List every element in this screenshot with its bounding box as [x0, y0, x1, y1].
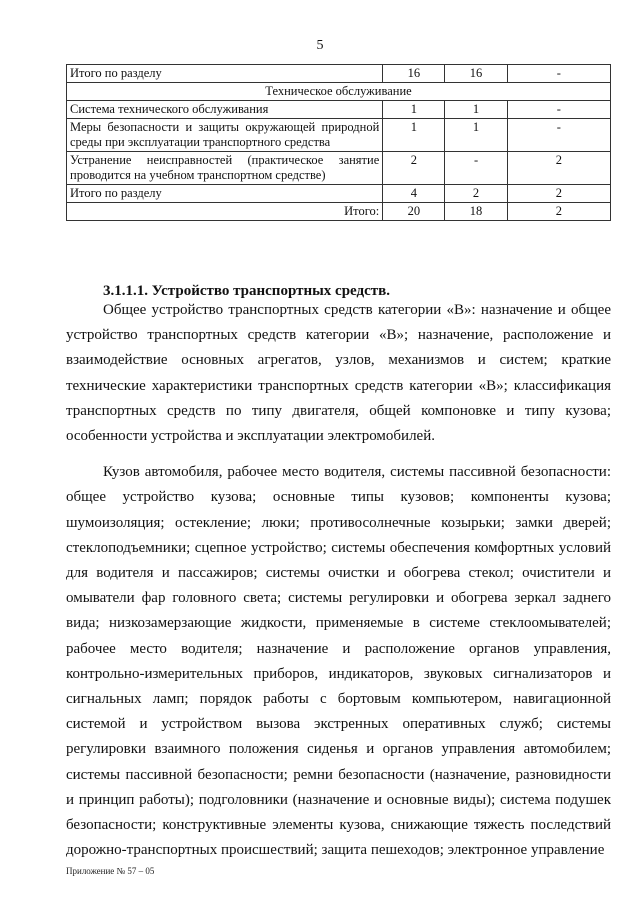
practice-hours-cell: - — [507, 101, 610, 119]
table-row — [67, 152, 611, 185]
topic-cell: Итого по разделу — [67, 185, 383, 203]
theory-hours-cell: 2 — [445, 185, 507, 203]
section-title-cell: Техническое обслуживание — [67, 83, 611, 101]
table-row — [67, 65, 611, 83]
topic-cell: Система технического обслуживания — [67, 101, 383, 119]
paragraph-body-and-safety: Кузов автомобиля, рабочее место водителя, системы пассивной безопасности: общее устройство кузова; основные типы кузовов; компоненты кузова; шумоизоляция; остекление; люки; противосолнечные козырьки; замки дверей; стеклоподъемники; сцепное устройство; системы обеспечения комфортных условий для водителя и пассажиров; системы очистки и обогрева стекол; очистители и омыватели фар головного света; системы регулировки и обогрева зеркал заднего вида; низкозамерзающие жидкости, применяемые в системе стеклоомывателей; рабочее место водителя; назначение и расположение органов управления, контрольно-измерительных приборов, индикаторов, звуковых сигнализаторов и сигнальных ламп; порядок работы с бортовым компьютером, навигационной системой и устройством вызова экстренных оперативных служб; системы регулировки взаимного положения сиденья и органов управления автомобилем; системы пассивной безопасности; ремни безопасности (назначение, разновидности и принцип работы); подголовники (назначение и основные виды); система подушек безопасности; конструктивные элементы кузова, снижающие тяжесть последствий дорожно-транспортных происшествий; защита пешеходов; электронное управление — [66, 464, 611, 859]
theory-hours-cell: 1 — [445, 119, 507, 152]
total-hours-cell: 16 — [383, 65, 445, 83]
total-hours-cell: 4 — [383, 185, 445, 203]
table-row — [67, 185, 611, 203]
practice-hours-cell: - — [507, 119, 610, 152]
practice-hours-cell: - — [507, 65, 610, 83]
paragraph-general-design: Общее устройство транспортных средств категории «В»: назначение и общее устройство транспортных средств категории «В»; назначение, расположение и взаимодействие основных агрегатов, узлов, механизмов и систем; краткие технические характеристики транспортных средств категории «В»; классификация транспортных средств по типу двигателя, общей компоновке и типу кузова; особенности устройства и эксплуатации электромобилей. — [66, 302, 611, 445]
table-row — [67, 119, 611, 152]
page-footer: Приложение № 57 – 05 — [66, 866, 155, 876]
topic-cell: Меры безопасности и защиты окружающей природной среды при эксплуатации транспортного средства — [67, 119, 383, 152]
body-text — [66, 298, 611, 863]
practice-hours-cell: 2 — [507, 203, 610, 221]
topic-cell: Итого: — [67, 203, 383, 221]
theory-hours-cell: - — [445, 152, 507, 185]
topic-cell: Итого по разделу — [67, 65, 383, 83]
total-hours-cell: 1 — [383, 101, 445, 119]
theory-hours-cell: 18 — [445, 203, 507, 221]
table-section-row — [67, 83, 611, 101]
total-hours-cell: 20 — [383, 203, 445, 221]
table-row — [67, 101, 611, 119]
section-heading: 3.1.1.1. Устройство транспортных средств. — [103, 283, 390, 299]
page-number: 5 — [316, 38, 324, 53]
theory-hours-cell: 16 — [445, 65, 507, 83]
practice-hours-cell: 2 — [507, 152, 610, 185]
total-hours-cell: 1 — [383, 119, 445, 152]
table-total-row — [67, 203, 611, 221]
topic-cell: Устранение неисправностей (практическое занятие проводится на учебном транспортном средстве) — [67, 152, 383, 185]
theory-hours-cell: 1 — [445, 101, 507, 119]
curriculum-table — [66, 64, 611, 221]
practice-hours-cell: 2 — [507, 185, 610, 203]
total-hours-cell: 2 — [383, 152, 445, 185]
